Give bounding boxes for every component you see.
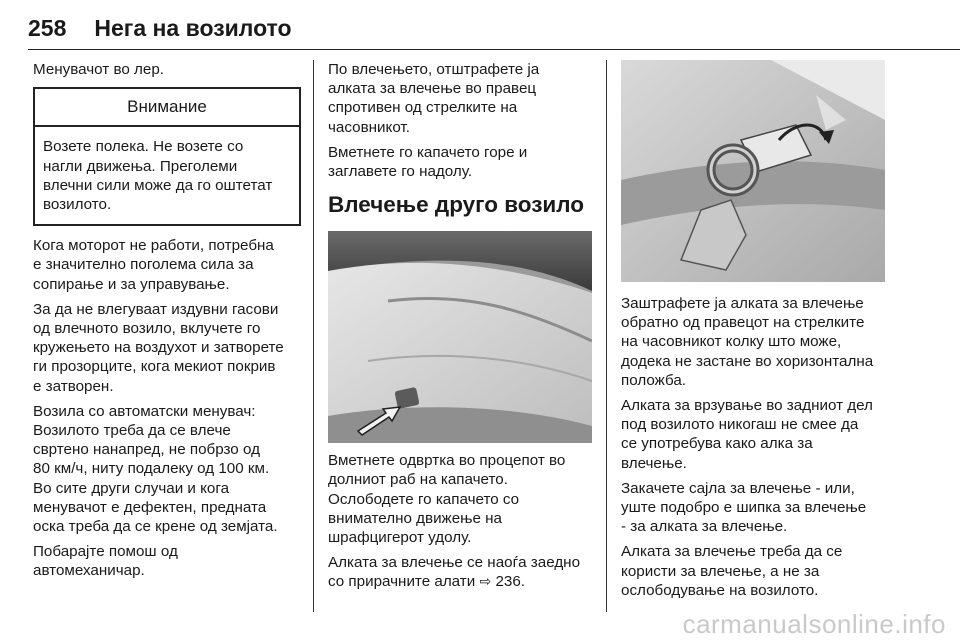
paragraph: Заштрафете ја алката за влечење обратно од правецот на стрелките на часовникот колку што може, додека не застане во хоризонтална положба. <box>621 295 874 389</box>
paragraph <box>328 553 594 591</box>
column-right <box>621 60 893 606</box>
paragraph: Побарајте помош од автомеханичар. <box>33 543 178 580</box>
figure-towing-eye <box>621 60 885 282</box>
towing-eye-illustration <box>621 60 885 282</box>
paragraph: За да не влегуваат издувни гасови од влечното возило, вклучете го кружењето на воздухот и затворете ги прозорците, кога мекиот покрив е затворен. <box>33 300 284 395</box>
column-left <box>33 60 301 587</box>
column-divider <box>606 60 607 612</box>
paragraph: Возила со автоматски менувач: Возилото треба да се влече свртено нанапред, не побрзо од 80 км/ч, ниту подалеку од 100 км. Во сите други случаи и кога менувачот е дефектен, предната оска треба да се крене од земјата. <box>33 402 278 536</box>
page-number: 258 <box>28 14 67 41</box>
paragraph: Менувачот во лер. <box>33 61 164 78</box>
watermark: carmanualsonline.info <box>682 609 946 639</box>
paragraph: Алката за влечење треба да се користи за влечење, а не за ослободување на возилото. <box>621 543 843 599</box>
column-divider <box>313 60 314 612</box>
paragraph: Кога моторот не работи, потребна е значително поголема сила за сопирање и за управување. <box>33 237 274 293</box>
warning-box <box>33 87 301 226</box>
header-rule <box>28 49 960 50</box>
page-reference[interactable]: 236. <box>495 573 526 591</box>
paragraph: Вметнете го капачето горе и заглавете го надолу. <box>328 143 528 181</box>
paragraph: Вметнете одвртка во процепот во долниот раб на капачето. Ослободете го капачето со внимателно движење на шрафцигерот удолу. <box>328 452 566 547</box>
arrow-right-outline-icon: ⇨ <box>479 573 492 590</box>
rear-bumper-illustration <box>328 231 592 443</box>
warning-title: Внимание <box>35 89 299 127</box>
column-middle <box>328 60 594 598</box>
section-heading: Влечење друго возило <box>328 192 584 218</box>
paragraph: По влечењето, отштрафете ја алката за влечење во правец спротивен од стрелките на часовникот. <box>328 61 540 136</box>
paragraph-text: Алката за влечење се наоѓа заедно со прирачните алати <box>328 554 581 591</box>
paragraph: Алката за врзување во задниот дел под возилото никогаш не смее да се употребува како алка за влечење. <box>621 397 873 472</box>
warning-text: Возете полека. Не возете со нагли движења. Преголеми влечни сили може да го оштетат возилото. <box>43 138 273 214</box>
figure-rear-bumper <box>328 231 592 443</box>
paragraph: Закачете сајла за влечење - или, уште подобро е шипка за влечење - за алката за влечење. <box>621 479 867 536</box>
page-header <box>28 8 292 48</box>
chapter-title: Нега на возилото <box>94 14 292 41</box>
